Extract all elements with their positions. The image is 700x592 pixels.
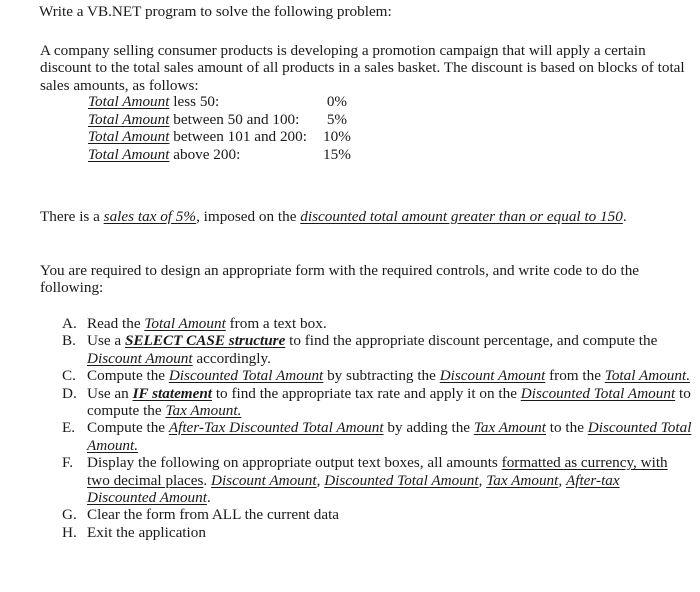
sales-tax-paragraph: There is a sales tax of 5%, imposed on the discounted total amount greater than or equal to 150.	[40, 208, 627, 225]
task-item-c: C. Compute the Discounted Total Amount by subtracting the Discount Amount from the Total Amount.	[62, 367, 691, 385]
sales-tax-rate: sales tax of 5%	[103, 208, 197, 225]
task-marker: F.	[62, 454, 74, 472]
task-item-f: F. Display the following on appropriate output text boxes, all amounts formatted as currency, with two decimal places. Discount Amount, Discounted Total Amount, Tax Amount, After-tax Discounted Amount.	[62, 454, 668, 507]
total-amount-term: Total Amount	[88, 145, 170, 163]
discount-row	[88, 146, 361, 164]
discount-condition: between 50 and 100:	[169, 110, 300, 128]
requirement-paragraph: You are required to design an appropriate form with the required controls, and write code to do the following:	[40, 262, 640, 297]
total-amount-term: Total Amount	[88, 110, 170, 128]
discount-table	[88, 93, 361, 163]
discount-percent: 5%	[326, 110, 348, 128]
total-amount-term: Total Amount	[88, 128, 170, 146]
discount-percent: 0%	[326, 93, 348, 110]
task-marker: G.	[62, 506, 77, 524]
discount-condition: between 101 and 200:	[169, 128, 307, 146]
task-marker: H.	[62, 523, 77, 541]
task-marker: C.	[62, 367, 76, 385]
discount-percent: 10%	[323, 128, 351, 146]
task-marker: E.	[62, 419, 76, 437]
task-item-d: D. Use an IF statement to find the appropriate tax rate and apply it on the Discounted Total Amount to compute the Tax Amount.	[62, 384, 691, 420]
task-item-e: E. Compute the After-Tax Discounted Total Amount by adding the Tax Amount to the Discounted Total Amount.	[62, 419, 692, 454]
task-marker: A.	[62, 315, 77, 332]
tax-condition: discounted total amount greater than or equal to 150	[300, 208, 623, 225]
intro-paragraph: A company selling consumer products is developing a promotion campaign that will apply a certain discount to the total sales amount of all products in a sales basket. The discount is based on blocks of total sales amounts, as follows:	[40, 42, 685, 94]
problem-title: Write a VB.NET program to solve the following problem:	[39, 3, 392, 20]
task-item-h: H. Exit the application	[62, 523, 206, 541]
discount-condition: less 50:	[169, 93, 220, 110]
task-item-g: G. Clear the form from ALL the current data	[62, 506, 340, 524]
discount-row	[88, 93, 361, 111]
task-marker: D.	[62, 384, 77, 402]
discount-row	[88, 128, 361, 146]
task-item-a: A. Read the Total Amount from a text box.	[62, 315, 327, 332]
task-item-b: B. Use a SELECT CASE structure to find the appropriate discount percentage, and compute the Discount Amount accordingly.	[62, 332, 658, 367]
task-list	[62, 315, 692, 541]
discount-condition: above 200:	[169, 145, 241, 163]
task-marker: B.	[62, 332, 76, 350]
discount-row	[88, 111, 361, 129]
total-amount-term: Total Amount	[88, 93, 170, 110]
discount-percent: 15%	[323, 145, 351, 163]
